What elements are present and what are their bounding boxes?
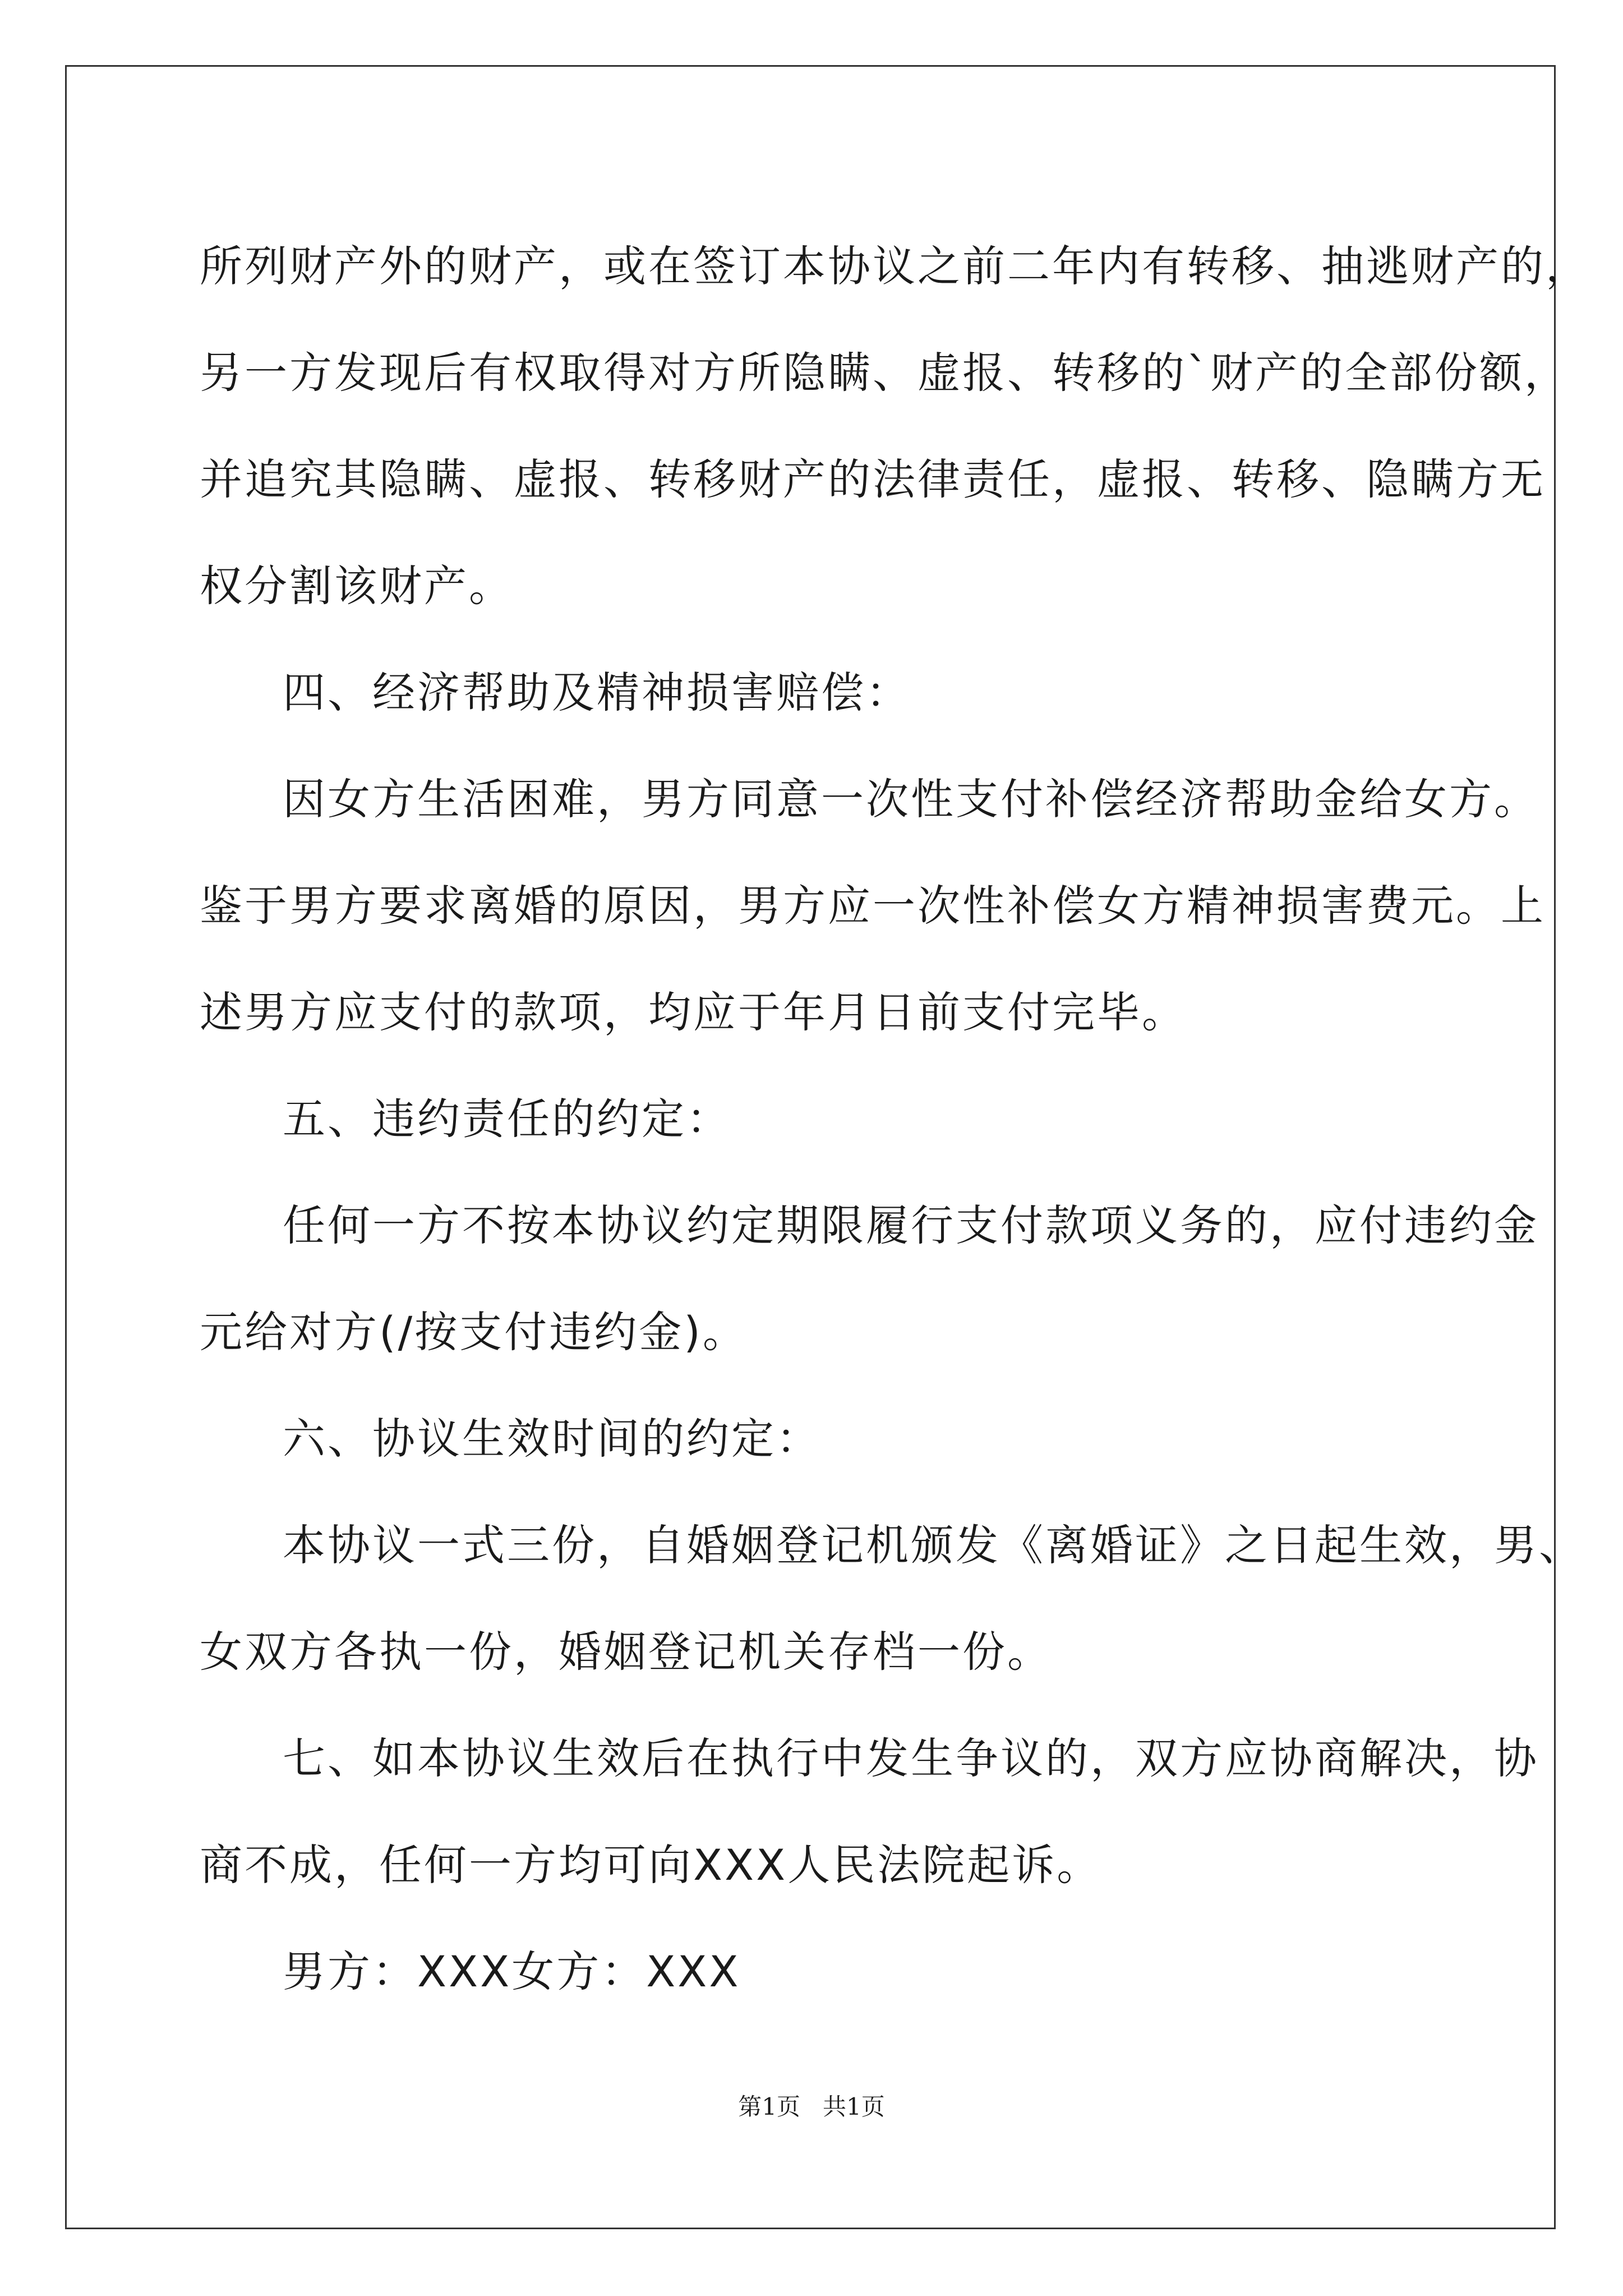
text-line-14: 女双方各执一份，婚姻登记机关存档一份。	[200, 1627, 1052, 1677]
text-line-1: 所列财产外的财产，或在签订本协议之前二年内有转移、抽逃财产的，	[200, 241, 1590, 291]
text-line-11: 元给对方(/按支付违约金)。	[200, 1307, 748, 1357]
text-line-6: 因女方生活困难，男方同意一次性支付补偿经济帮助金给女方。	[283, 774, 1539, 824]
page-footer	[0, 2090, 1623, 2124]
document-body	[200, 213, 1590, 2025]
signature-line: 男方：XXX女方：XXX	[283, 1947, 741, 1996]
text-line-10: 任何一方不按本协议约定期限履行支付款项义务的，应付违约金	[283, 1200, 1539, 1250]
page-number: 第1页	[738, 2093, 800, 2120]
text-line-7: 鉴于男方要求离婚的原因，男方应一次性补偿女方精神损害费元。上	[200, 881, 1546, 931]
text-line-2: 另一方发现后有权取得对方所隐瞒、虚报、转移的`财产的全部份额，	[200, 348, 1569, 398]
text-line-13: 本协议一式三份，自婚姻登记机颁发《离婚证》之日起生效，男、	[283, 1520, 1584, 1570]
section-heading-7: 七、如本协议生效后在执行中发生争议的，双方应协商解决，协	[283, 1733, 1539, 1783]
section-heading-4: 四、经济帮助及精神损害赔偿：	[283, 668, 911, 717]
text-line-8: 述男方应支付的款项，均应于年月日前支付完毕。	[200, 987, 1187, 1037]
section-heading-6: 六、协议生效时间的约定：	[283, 1414, 821, 1464]
text-line-4: 权分割该财产。	[200, 561, 514, 611]
text-line-16: 商不成，任何一方均可向XXX人民法院起诉。	[200, 1840, 1102, 1890]
section-heading-5: 五、违约责任的约定：	[283, 1094, 731, 1144]
text-line-3: 并追究其隐瞒、虚报、转移财产的法律责任，虚报、转移、隐瞒方无	[200, 454, 1546, 504]
page-total: 共1页	[823, 2093, 885, 2120]
